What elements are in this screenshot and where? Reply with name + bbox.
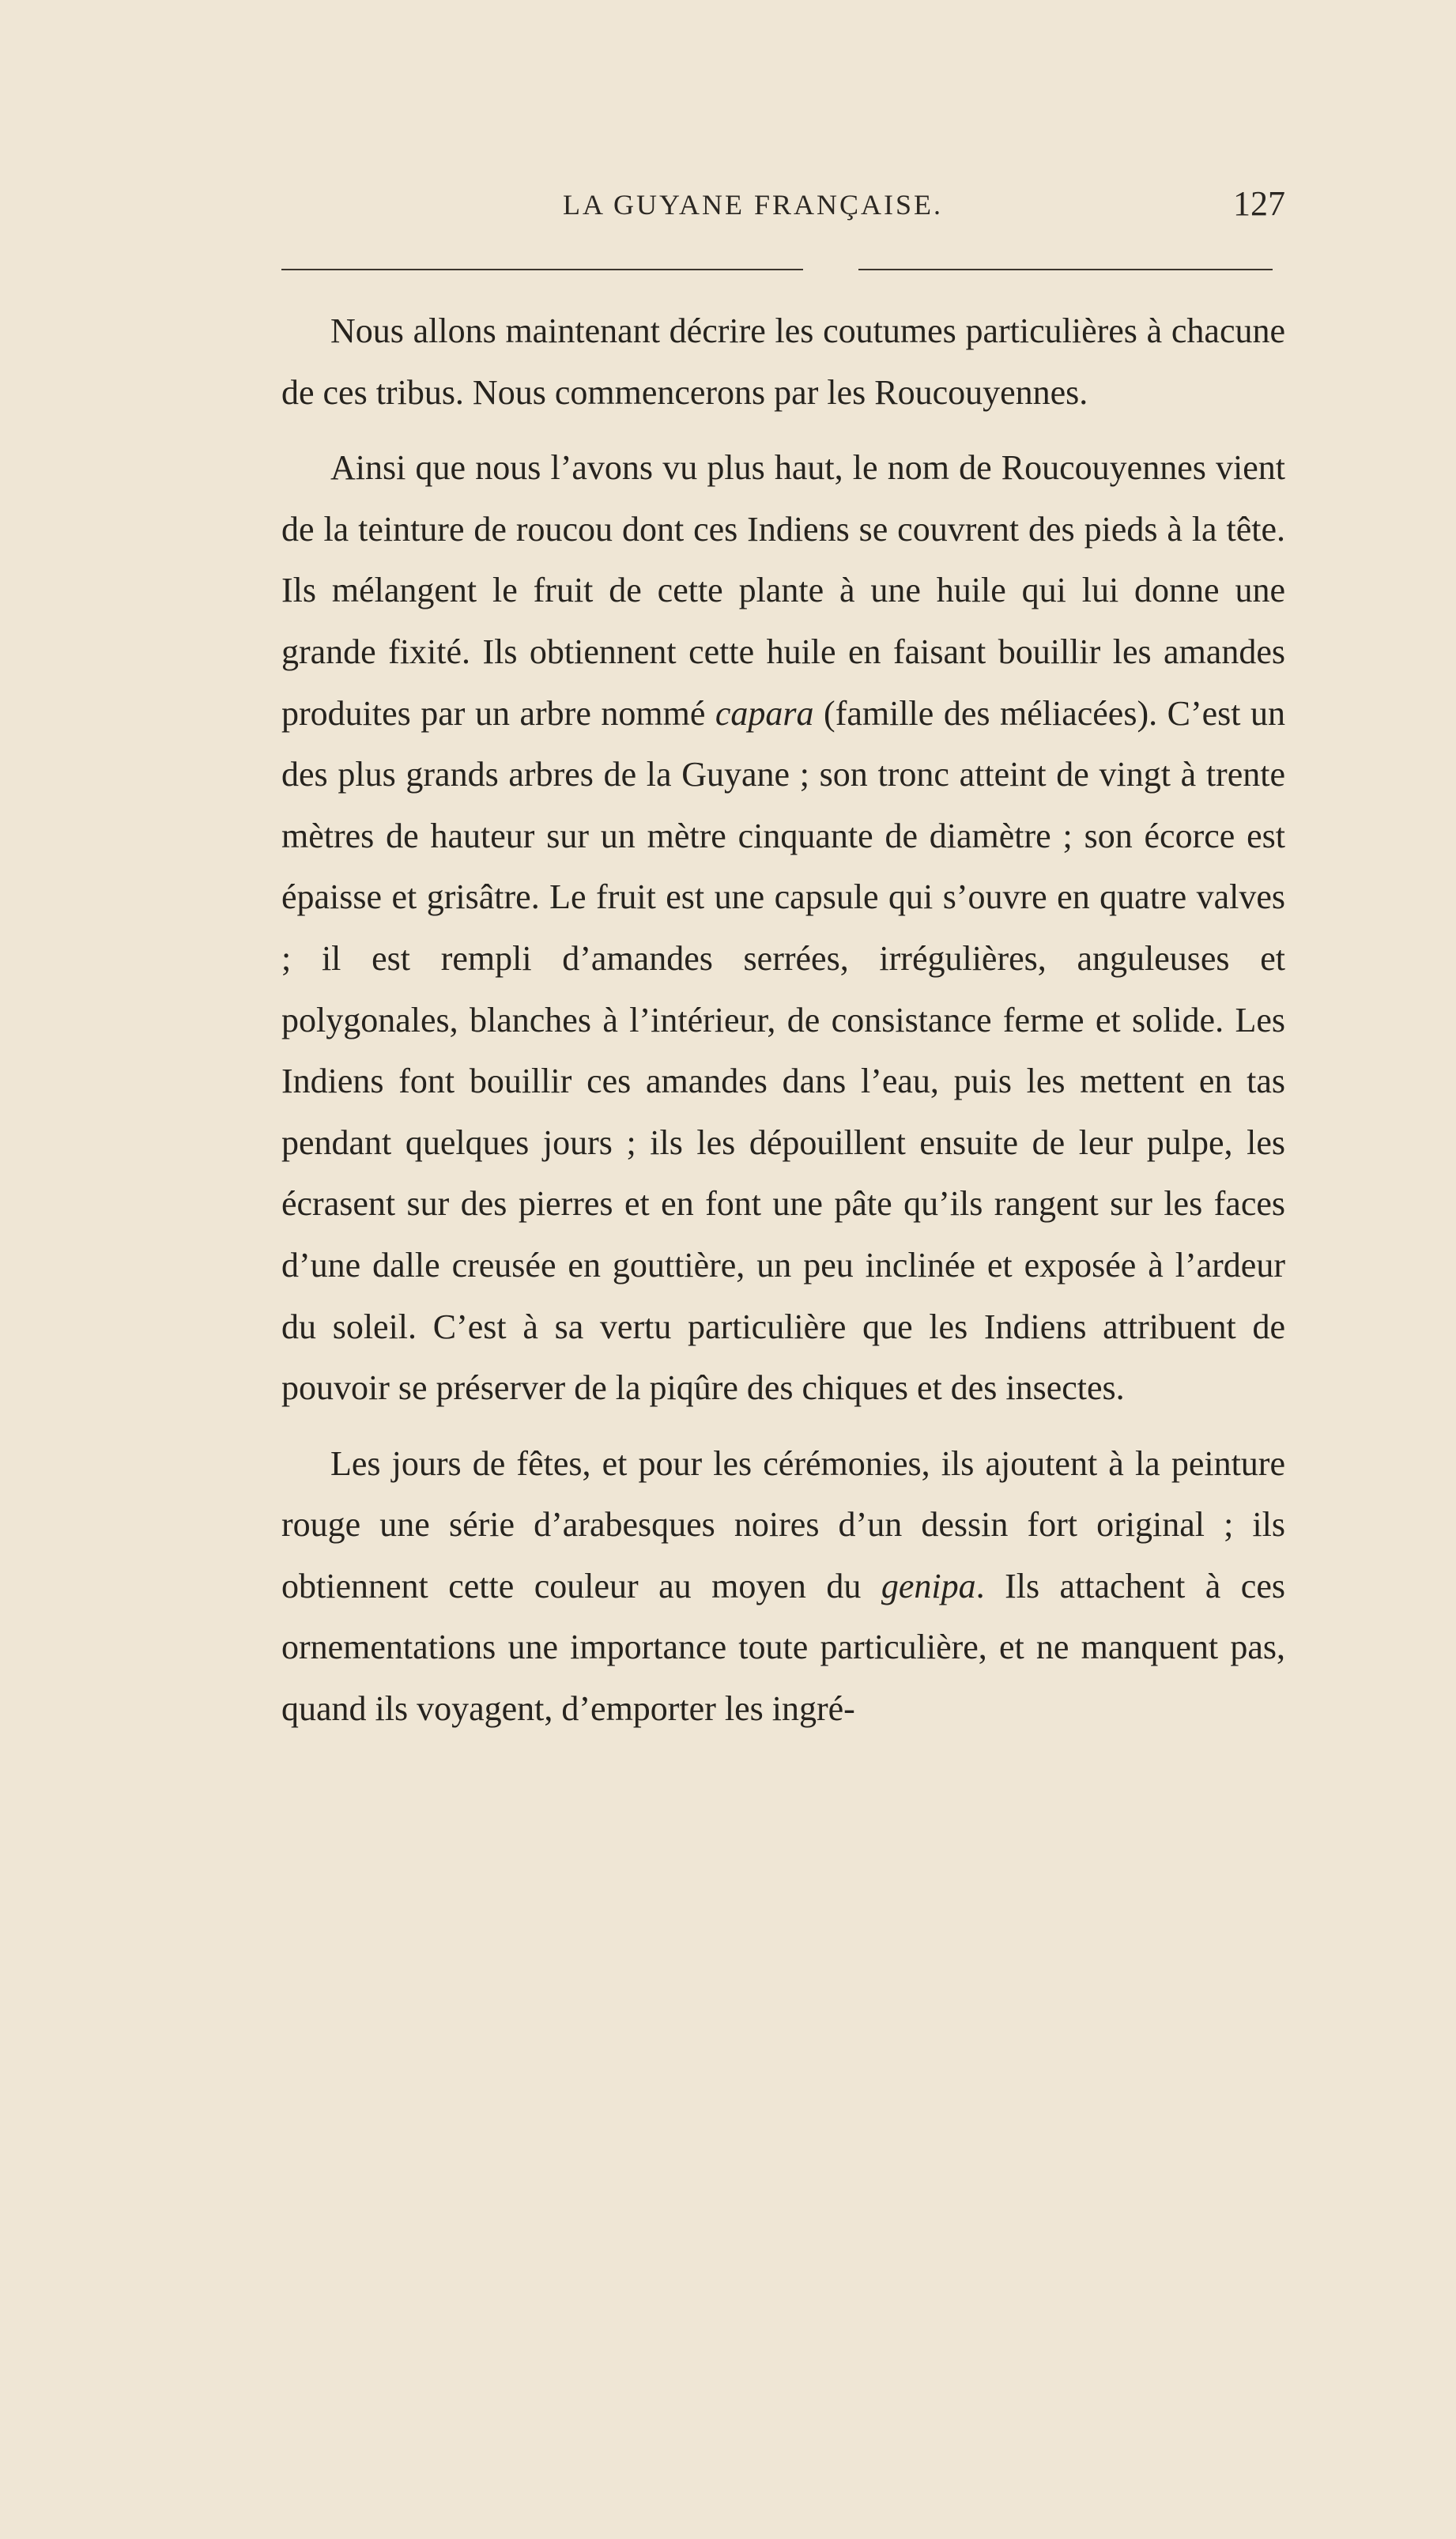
paragraph-3 (281, 1433, 1285, 1740)
text-segment: Les jours de fêtes, et pour les cérémonies, ils ajoutent à la peinture rouge une série d’arabesques noires d’un dessin fort original ; ils obtiennent cette couleur au moyen du (281, 1443, 1285, 1605)
header-rule-right (858, 269, 1273, 270)
page-number: 127 (1233, 184, 1285, 223)
body-text (281, 300, 1285, 1754)
text-segment: . Ils attachent à ces ornementations une importance toute particulière, et ne manquent pas, quand ils voyagent, d’emporter les ingré- (281, 1566, 1285, 1729)
text-segment: Ainsi que nous l’avons vu plus haut, le nom de Roucouyennes vient de la teinture de roucou dont ces Indiens se couvrent des pieds à la tête. Ils mélangent le fruit de cette plante à une huile qui lui donne une grande fixité. Ils obtiennent cette huile en faisant bouillir les amandes produites par un arbre nommé (281, 448, 1285, 733)
text-segment: (famille des méliacées). C’est un des plus grands arbres de la Guyane ; son tronc atteint de vingt à trente mètres de hauteur sur un mètre cinquante de diamètre ; son écorce est épaisse et grisâtre. Le fruit est une capsule qui s’ouvre en quatre valves ; il est rempli d’amandes serrées, irrégulières, anguleuses et polygonales, blanches à l’intérieur, de consistance ferme et solide. Les Indiens font bouillir ces amandes dans l’eau, puis les mettent en tas pendant quelques jours ; ils les dépouillent ensuite de leur pulpe, les écrasent sur des pierres et en font une pâte qu’ils rangent sur les faces d’une dalle creusée en gouttière, un peu inclinée et exposée à l’ardeur du soleil. C’est à sa vertu particulière que les Indiens attribuent de pouvoir se préserver de la piqûre des chiques et des insectes. (281, 693, 1286, 1408)
italic-term-genipa: genipa (881, 1566, 976, 1605)
running-title: LA GUYANE FRANÇAISE. (563, 189, 944, 221)
paragraph-2 (281, 437, 1285, 1419)
italic-term-capara: capara (715, 693, 814, 733)
paragraph-1 (281, 300, 1285, 423)
header-rule-left (281, 269, 803, 270)
running-header (281, 184, 1285, 236)
text-segment: Nous allons maintenant décrire les coutumes particulières à chacune de ces tribus. Nous commencerons par les Roucouyennes. (281, 311, 1285, 412)
